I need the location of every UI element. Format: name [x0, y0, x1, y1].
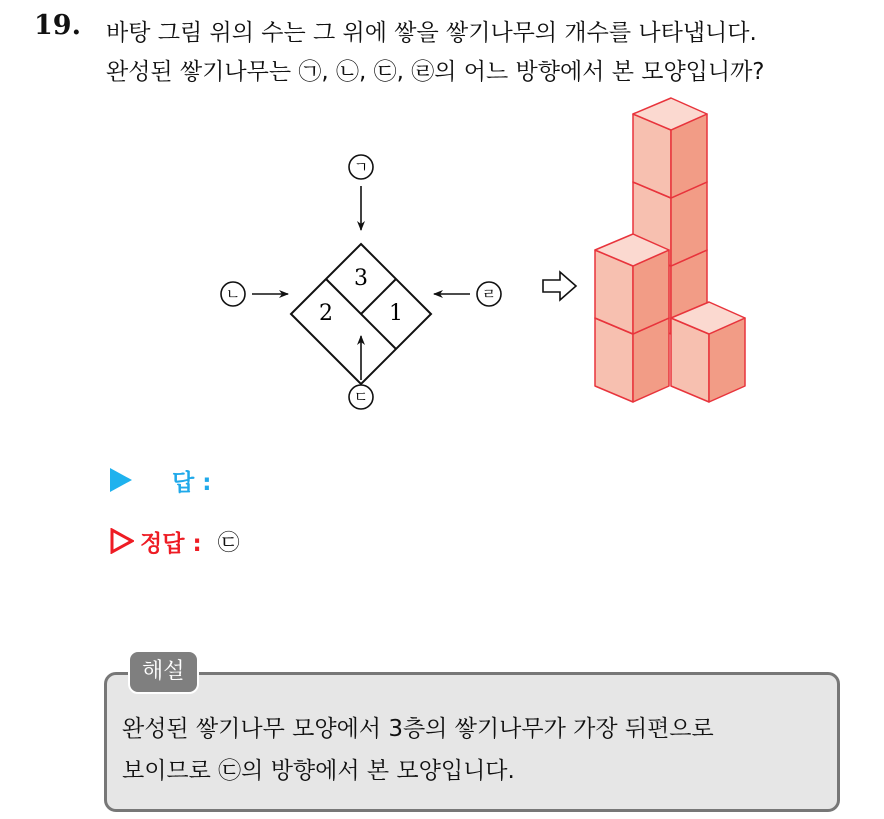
correct-answer-row: [110, 524, 240, 558]
cell-left-number: 2: [319, 301, 333, 326]
correct-answer-label: 정답 :: [140, 530, 202, 557]
svg-text:ㄹ: ㄹ: [481, 285, 497, 303]
label-right: [477, 282, 501, 306]
svg-text:ㄴ: ㄴ: [225, 285, 241, 303]
play-triangle-icon: [110, 468, 132, 492]
cube-front-mid: [595, 234, 669, 334]
explanation-line2: 보이므로 ㉢의 방향에서 본 모양입니다.: [122, 758, 515, 784]
cell-right-number: 1: [389, 301, 403, 326]
svg-text:ㄷ: ㄷ: [353, 388, 369, 406]
label-top: [349, 155, 373, 179]
question-number: 19.: [34, 10, 81, 41]
cell-top-number: 3: [354, 266, 368, 291]
answer-label: 답 :: [172, 469, 212, 496]
cube-stack: [595, 98, 745, 402]
label-left: [221, 282, 245, 306]
cube-back-top: [633, 98, 707, 198]
explanation-tag: 해설: [128, 650, 199, 694]
cube-right-low: [671, 302, 745, 402]
outline-triangle-icon: [110, 528, 134, 554]
question-text-line2: 완성된 쌓기나무는 ㉠, ㉡, ㉢, ㉣의 어느 방향에서 본 모양입니까?: [106, 59, 765, 85]
explanation-line1: 완성된 쌓기나무 모양에서 3층의 쌓기나무가 가장 뒤편으로: [122, 716, 714, 742]
hollow-right-arrow-icon: [543, 272, 576, 300]
correct-answer-value: ㉢: [217, 530, 240, 556]
svg-text:ㄱ: ㄱ: [353, 158, 369, 176]
question-text-line1: 바탕 그림 위의 수는 그 위에 쌓을 쌓기나무의 개수를 나타냅니다.: [106, 20, 757, 46]
label-bottom: [349, 385, 373, 409]
answer-row: [110, 463, 211, 497]
